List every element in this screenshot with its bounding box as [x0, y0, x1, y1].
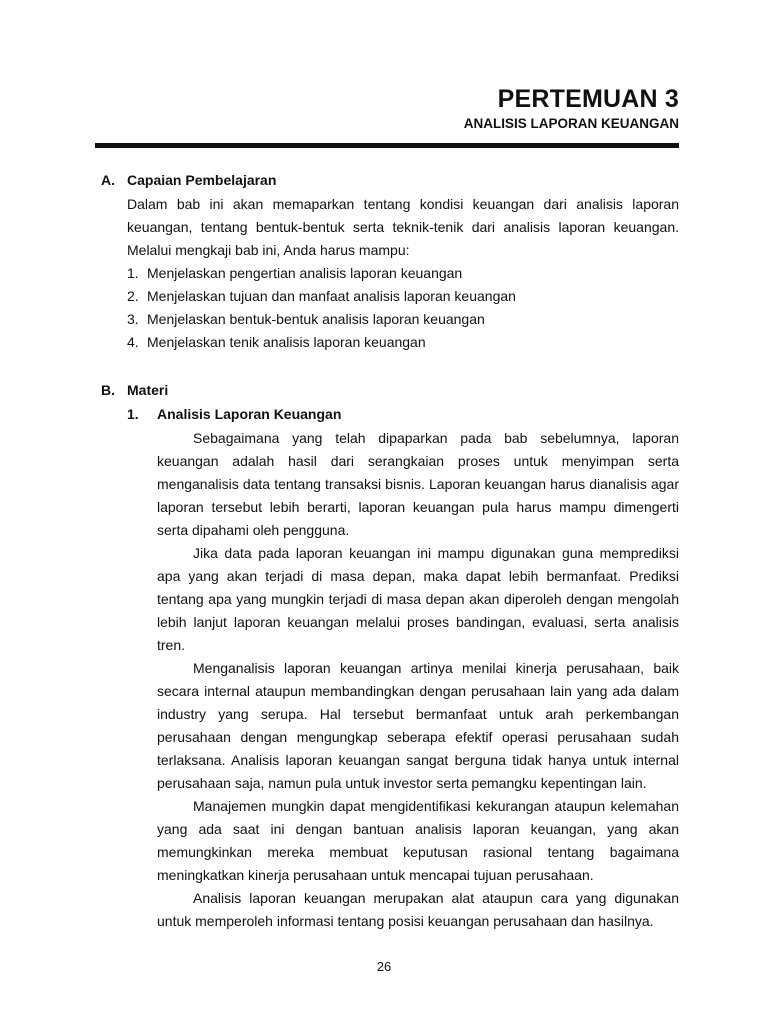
paragraph: Sebagaimana yang telah dipaparkan pada bab sebelumnya, laporan keuangan adalah hasil dari serangkaian proses untuk menyimpan serta menganalisis data tentang transaksi bisnis. Laporan keuangan harus dianalisis agar laporan tersebut lebih berarti, laporan keuangan pula harus mampu dimengerti serta dipahami oleh pengguna. — [157, 430, 679, 538]
objectives-list — [127, 262, 679, 354]
page-number: 26 — [376, 959, 392, 974]
materi-body — [157, 427, 679, 933]
section-b-title: Materi — [127, 382, 169, 398]
section-a-content — [127, 193, 679, 354]
section-a-intro: Dalam bab ini akan memaparkan tentang kondisi keuangan dari analisis laporan keuangan, tentang bentuk-bentuk serta teknik-tenik dari analisis laporan keuangan. Melalui mengkaji bab ini, Anda harus mampu: — [127, 196, 679, 258]
section-b-heading — [101, 380, 168, 400]
paragraph: Manajemen mungkin dapat mengidentifikasi kekurangan ataupun kelemahan yang ada saat ini dengan bantuan analisis laporan keuangan, yang akan memungkinkan mereka membuat keputusan rasional tentang bagaimana meningkatkan kinerja perusahaan untuk mencapai tujuan perusahaan. — [157, 798, 679, 883]
subsection-title: Analisis Laporan Keuangan — [157, 406, 342, 422]
chapter-header — [95, 84, 679, 133]
section-b-letter: B. — [101, 382, 115, 398]
section-a-letter: A. — [101, 172, 115, 188]
subsection-number: 1. — [127, 406, 139, 422]
list-item: 3. Menjelaskan bentuk-bentuk analisis laporan keuangan — [127, 311, 485, 327]
section-a-heading — [101, 170, 276, 190]
list-item: 4. Menjelaskan tenik analisis laporan keuangan — [127, 334, 426, 350]
section-a-title: Capaian Pembelajaran — [127, 172, 277, 188]
list-item: 1. Menjelaskan pengertian analisis laporan keuangan — [127, 265, 463, 281]
paragraph: Menganalisis laporan keuangan artinya menilai kinerja perusahaan, baik secara internal ataupun membandingkan dengan perusahaan lain yang ada dalam industry yang serupa. Hal tersebut bermanfaat untuk arah perkembangan perusahaan dengan mengungkap seberapa efektif operasi perusahaan sudah terlaksana. Analisis laporan keuangan sangat berguna tidak hanya untuk internal perusahaan saja, namun pula untuk investor serta pemangku kepentingan lain. — [157, 660, 679, 791]
chapter-number: PERTEMUAN 3 — [497, 85, 679, 113]
paragraph: Jika data pada laporan keuangan ini mampu digunakan guna memprediksi apa yang akan terjadi di masa depan, maka dapat lebih bermanfaat. Prediksi tentang apa yang mungkin terjadi di masa depan akan diperoleh dengan mengolah lebih lanjut laporan keuangan melalui proses bandingan, evaluasi, serta analisis tren. — [157, 545, 679, 653]
subsection-heading — [127, 404, 341, 424]
header-rule — [95, 143, 679, 148]
list-item: 2. Menjelaskan tujuan dan manfaat analisis laporan keuangan — [127, 288, 516, 304]
paragraph: Analisis laporan keuangan merupakan alat ataupun cara yang digunakan untuk memperoleh informasi tentang posisi keuangan perusahaan dan hasilnya. — [157, 890, 679, 929]
chapter-title: ANALISIS LAPORAN KEUANGAN — [463, 116, 679, 131]
